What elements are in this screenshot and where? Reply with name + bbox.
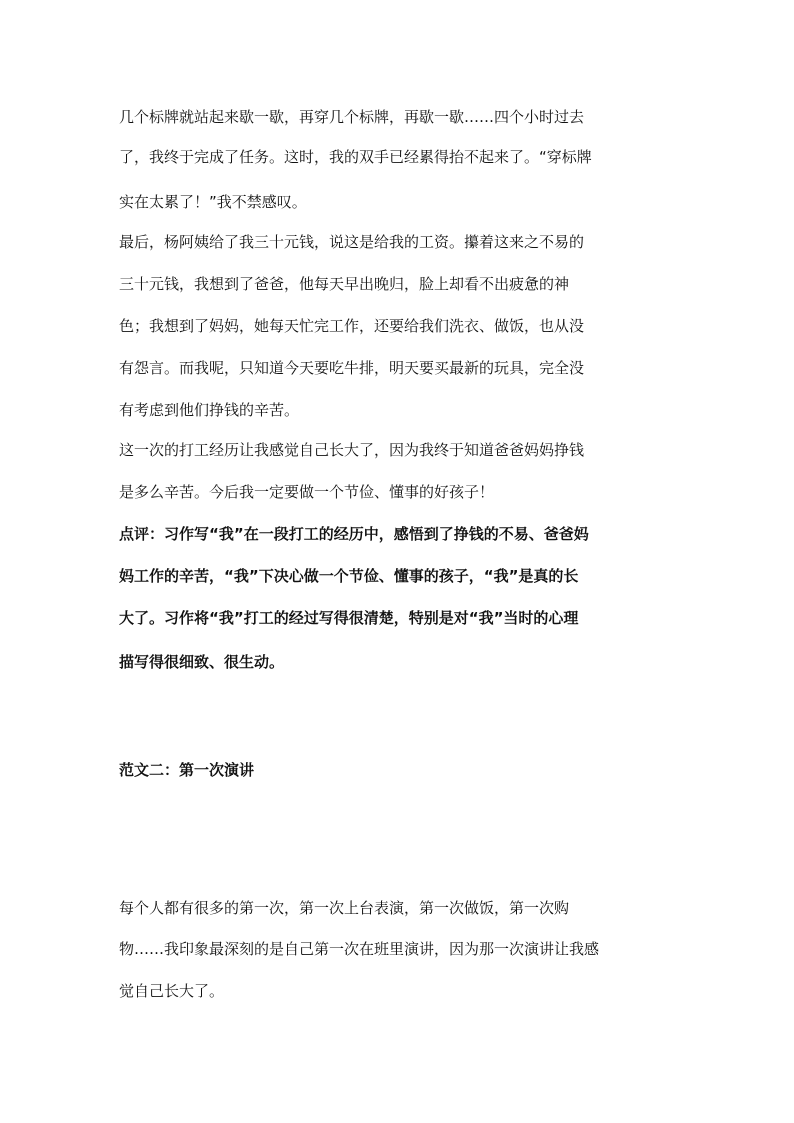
- essay1-line-2: 了，我终于完成了任务。这时，我的双手已经累得抬不起来了。“穿标牌: [119, 148, 592, 166]
- essay1-line-6: 色；我想到了妈妈，她每天忙完工作，还要给我们洗衣、做饭，也从没: [119, 317, 585, 335]
- comment-line-2: 妈工作的辛苦，“我”下决心做一个节俭、懂事的孩子，“我”是真的长: [119, 567, 579, 585]
- comment-line-4: 描写得很细致、很生动。: [119, 653, 285, 671]
- essay1-line-5: 三十元钱，我想到了爸爸，他每天早出晚归，脸上却看不出疲惫的神: [119, 275, 570, 293]
- essay2-line-1: 每个人都有很多的第一次，第一次上台表演，第一次做饭，第一次购: [119, 899, 570, 917]
- essay1-line-4: 最后，杨阿姨给了我三十元钱，说这是给我的工资。攥着这来之不易的: [119, 233, 585, 251]
- essay2-line-3: 觉自己长大了。: [119, 982, 225, 1000]
- essay1-line-9: 这一次的打工经历让我感觉自己长大了，因为我终于知道爸爸妈妈挣钱: [119, 441, 585, 459]
- essay1-line-7: 有怨言。而我呢，只知道今天要吃牛排，明天要买最新的玩具，完全没: [119, 359, 585, 377]
- essay2-heading: 范文二：第一次演讲: [119, 761, 255, 779]
- essay1-line-10: 是多么辛苦。今后我一定要做一个节俭、懂事的好孩子！: [119, 483, 495, 501]
- essay2-line-2: 物……我印象最深刻的是自己第一次在班里演讲，因为那一次演讲让我感: [119, 940, 600, 958]
- essay1-line-1: 几个标牌就站起来歇一歇，再穿几个标牌，再歇一歇……四个小时过去: [119, 108, 585, 126]
- essay1-line-8: 有考虑到他们挣钱的辛苦。: [119, 401, 300, 419]
- comment-line-3: 大了。习作将“我”打工的经过写得很清楚，特别是对“我”当时的心理: [119, 609, 579, 627]
- comment-line-1: 点评：习作写“我”在一段打工的经历中，感悟到了挣钱的不易、爸爸妈: [119, 525, 589, 543]
- essay1-line-3: 实在太累了！”我不禁感叹。: [119, 193, 307, 211]
